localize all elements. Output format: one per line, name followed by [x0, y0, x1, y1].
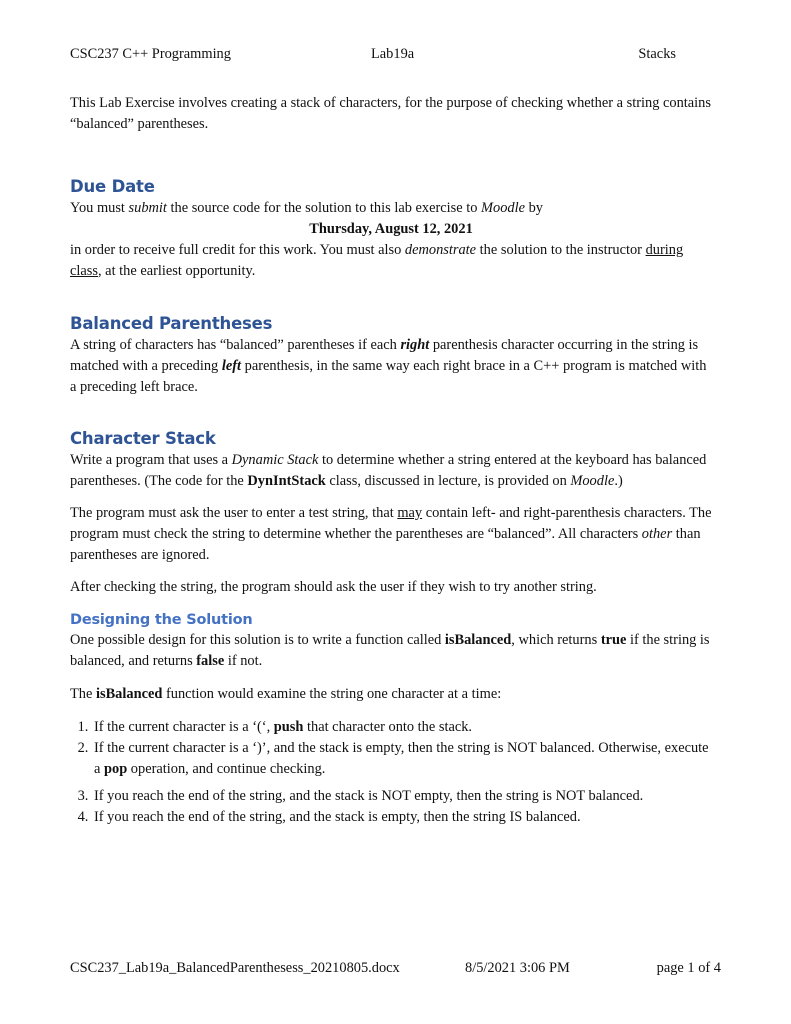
page-header	[70, 46, 676, 66]
header-lab: Lab19a	[371, 46, 415, 62]
list-item: 1. If the current character is a ‘(‘, push that character onto the stack.	[92, 717, 712, 738]
footer-filename: CSC237_Lab19a_BalancedParenthesess_20210805.docx	[70, 960, 400, 976]
due-paragraph-1: You must submit the source code for the solution to this lab exercise to Moodle by	[70, 200, 543, 216]
charstack-paragraph-3: After checking the string, the program should ask the user if they wish to try another string.	[70, 579, 597, 595]
list-item: 3. If you reach the end of the string, and the stack is NOT empty, then the string is NOT balanced.	[92, 786, 712, 807]
design-paragraph-1: One possible design for this solution is to write a function called isBalanced, which returns true if the string is balanced, and returns false if not.	[70, 632, 710, 669]
design-paragraph-2: The isBalanced function would examine the string one character at a time:	[70, 686, 502, 702]
list-item: 4. If you reach the end of the string, and the stack is empty, then the string IS balanced.	[92, 807, 712, 828]
algorithm-steps-list	[70, 717, 712, 828]
list-item: 2. If the current character is a ‘)’, and the stack is empty, then the string is NOT balanced. Otherwise, execute a pop operation, and continue checking.	[92, 738, 712, 780]
charstack-paragraph-1: Write a program that uses a Dynamic Stack to determine whether a string entered at the keyboard has balanced parentheses. (The code for the DynIntStack class, discussed in lecture, is provided on Moodle.)	[70, 452, 707, 489]
header-topic: Stacks	[638, 46, 676, 62]
charstack-paragraph-2: The program must ask the user to enter a test string, that may contain left- and right-parenthesis characters. The program must check the string to determine whether the parentheses are “balanced”. All characters other than parentheses are ignored.	[70, 505, 712, 563]
page-footer	[70, 960, 721, 980]
footer-datetime: 8/5/2021 3:06 PM	[465, 960, 570, 976]
intro-paragraph: This Lab Exercise involves creating a stack of characters, for the purpose of checking whether a string contains “balanced” parentheses.	[70, 95, 711, 132]
document-body	[70, 93, 712, 828]
designing-heading: Designing the Solution	[70, 612, 253, 628]
character-stack-heading: Character Stack	[70, 429, 216, 448]
balanced-heading: Balanced Parentheses	[70, 314, 273, 333]
due-date: Thursday, August 12, 2021	[309, 221, 473, 237]
header-course: CSC237 C++ Programming	[70, 46, 231, 62]
due-paragraph-2: in order to receive full credit for this work. You must also demonstrate the solution to the instructor during class, at the earliest opportunity.	[70, 242, 684, 279]
due-date-heading: Due Date	[70, 177, 155, 196]
footer-page-number: page 1 of 4	[656, 960, 721, 976]
balanced-paragraph: A string of characters has “balanced” parentheses if each right parenthesis character occurring in the string is matched with a preceding left parenthesis, in the same way each right brace in a C++ program is matched with a preceding left brace.	[70, 337, 707, 395]
